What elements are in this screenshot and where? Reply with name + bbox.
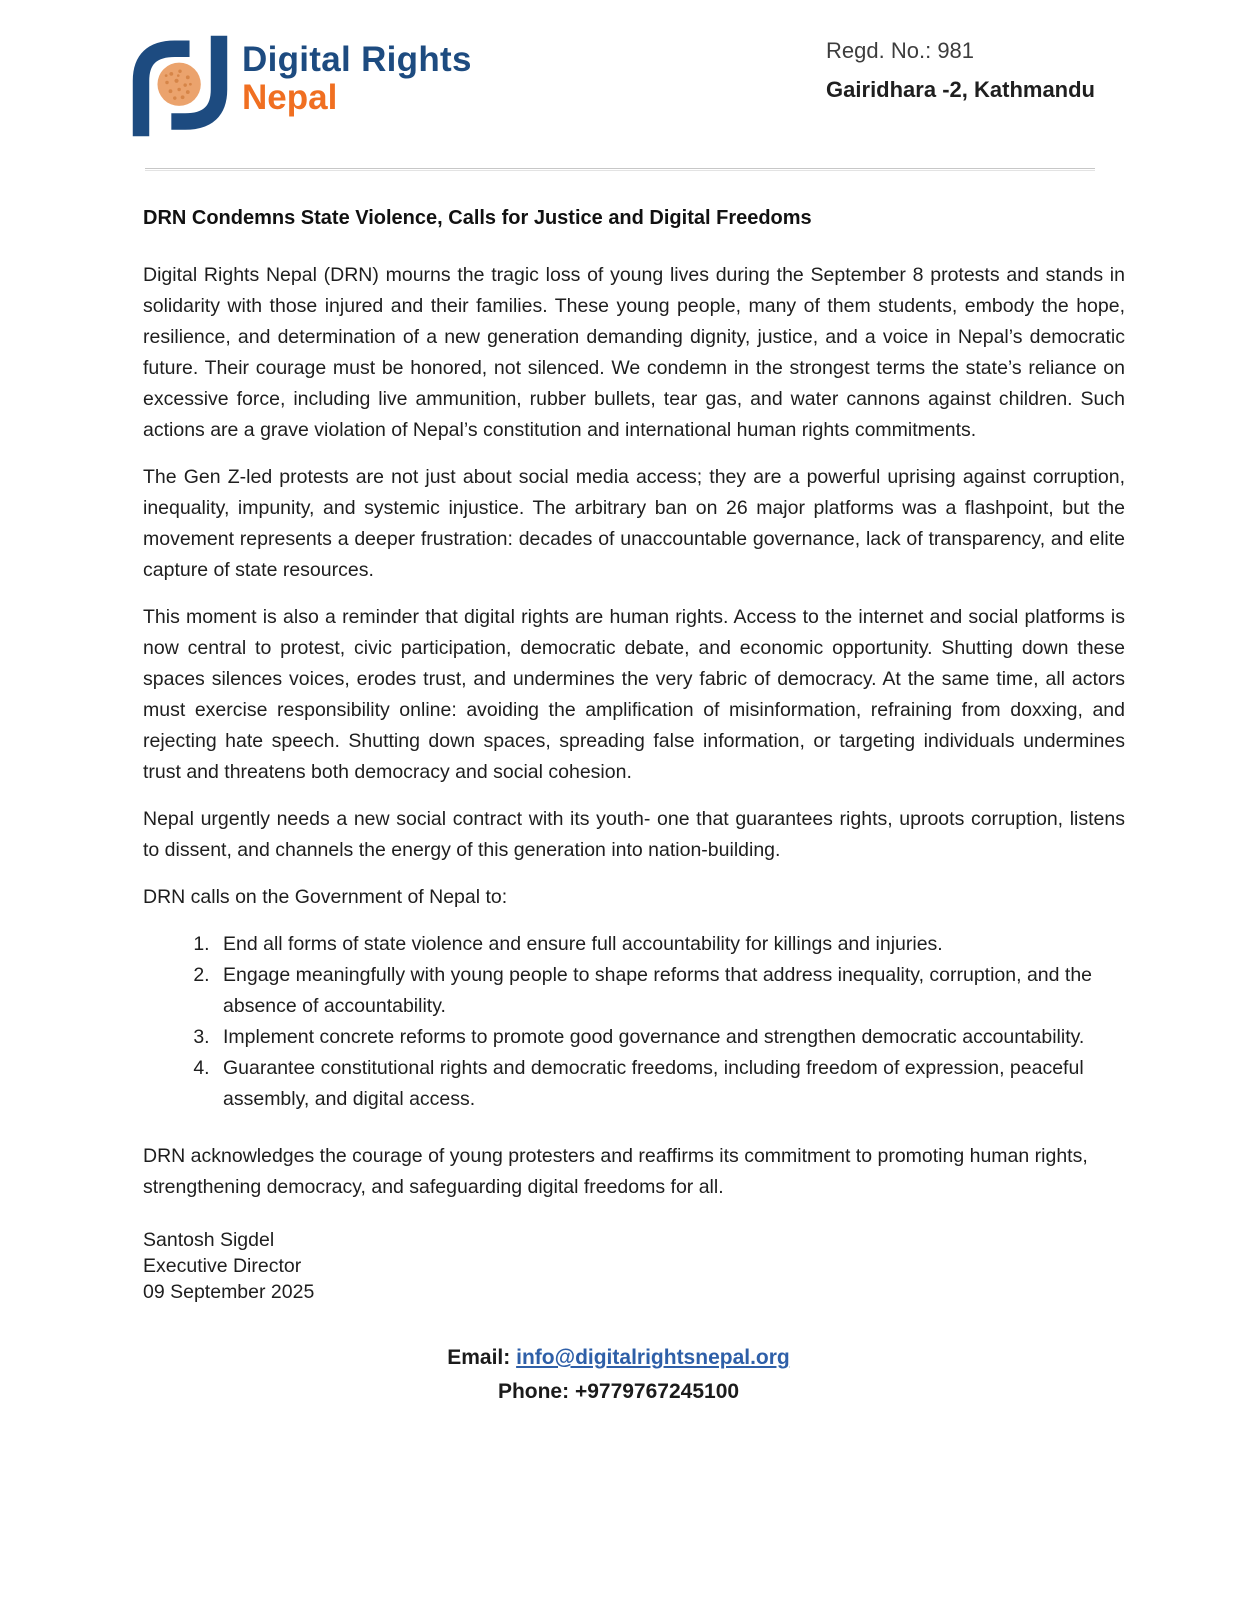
email-label: Email: (447, 1346, 511, 1369)
demands-list (143, 929, 1125, 1115)
list-item: 2. Engage meaningfully with young people to shape reforms that address inequality, corruption, and the absence of accountability. (215, 960, 1125, 1022)
logo-text-digital-rights: Digital Rights (242, 40, 472, 80)
drn-logo-wordmark (242, 41, 472, 131)
paragraph-mourning: Digital Rights Nepal (DRN) mourns the tragic loss of young lives during the September 8 protests and stands in solidarity with those injured and their families. These young people, many of them students, embody the hope, resilience, and determination of a new generation demanding dignity, justice, and a voice in Nepal’s democratic future. Their courage must be honored, not silenced. We condemn in the strongest terms the state’s reliance on excessive force, including live ammunition, rubber bullets, tear gas, and water cannons against children. Such actions are a grave violation of Nepal’s constitution and international human rights commitments. (143, 264, 1125, 441)
paragraph-social-contract: Nepal urgently needs a new social contract with its youth- one that guarantees rights, uproots corruption, listens to dissent, and channels the energy of this generation into nation-building. (143, 808, 1125, 861)
list-item: 4. Guarantee constitutional rights and democratic freedoms, including freedom of expression, peaceful assembly, and digital access. (215, 1053, 1125, 1115)
signature-date: 09 September 2025 (143, 1281, 315, 1303)
phone-label: Phone: (497, 1380, 570, 1403)
organization-address: Gairidhara -2, Kathmandu (826, 77, 1095, 102)
paragraph-digital-rights: This moment is also a reminder that digital rights are human rights. Access to the internet and social platforms is now central to protest, civic participation, democratic debate, and economic opportunity. Shutting down these spaces silences voices, erodes trust, and undermines the very fabric of democracy. At the same time, all actors must exercise responsibility online: avoiding the amplification of misinformation, refraining from doxxing, and rejecting hate speech. Shutting down spaces, spreading false information, or targeting individuals undermines trust and threatens both democracy and social cohesion. (143, 606, 1125, 783)
email-line (0, 1341, 1237, 1375)
list-item: 3. Implement concrete reforms to promote good governance and strengthen democratic accountability. (215, 1022, 1125, 1053)
drn-logo-icon (128, 34, 232, 138)
closing-paragraph: DRN acknowledges the courage of young protesters and reaffirms its commitment to promoting human rights, strengthening democracy, and safeguarding digital freedoms for all. (143, 1145, 1088, 1198)
letter-title: DRN Condemns State Violence, Calls for Justice and Digital Freedoms (143, 207, 812, 229)
list-item: 1. End all forms of state violence and ensure full accountability for killings and injuries. (215, 929, 1125, 960)
logo-text-nepal: Nepal (242, 78, 338, 117)
header-divider (145, 168, 1095, 169)
letter-footer (0, 1341, 1237, 1409)
email-link[interactable]: info@digitalrightsnepal.org (516, 1346, 790, 1369)
letter-body (143, 203, 1125, 1305)
calls-intro: DRN calls on the Government of Nepal to: (143, 886, 508, 908)
signature-role: Executive Director (143, 1255, 302, 1277)
signature-name: Santosh Sigdel (143, 1229, 275, 1251)
letterhead-contact-block (826, 34, 1095, 103)
drn-logo (128, 34, 472, 138)
paragraph-genz-protests: The Gen Z-led protests are not just about social media access; they are a powerful uprising against corruption, inequality, impunity, and systemic injustice. The arbitrary ban on 26 major platforms was a flashpoint, but the movement represents a deeper frustration: decades of unaccountable governance, lack of transparency, and elite capture of state resources. (143, 466, 1125, 581)
phone-number: +9779767245100 (574, 1380, 740, 1403)
letterhead (0, 0, 1237, 138)
phone-line (0, 1375, 1237, 1409)
signature-block (143, 1227, 1125, 1305)
registration-number: Regd. No.: 981 (826, 38, 975, 63)
